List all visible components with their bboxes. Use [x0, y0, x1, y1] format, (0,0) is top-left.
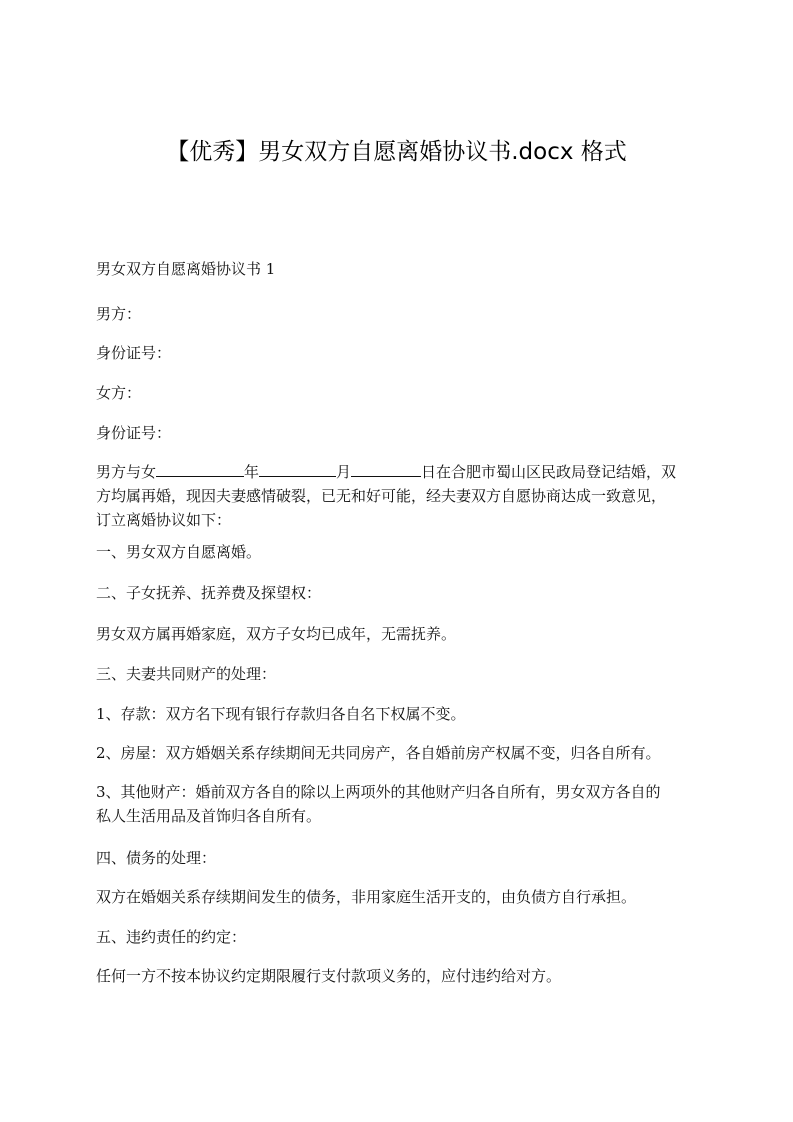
marriage-line-1-rest: 日在合肥市蜀山区民政局登记结婚，双	[421, 463, 677, 481]
other-property-line-1: 3、其他财产：婚前双方各自的除以上两项外的其他财产归各自所有，男女双方各自的	[96, 783, 661, 801]
blank-line-field	[156, 460, 244, 477]
document-title: 【优秀】男女双方自愿离婚协议书.docx 格式	[166, 139, 627, 165]
marriage-line-2: 方均属再婚，现因夫妻感情破裂，已无和好可能，经夫妻双方自愿协商达成一致意见，	[96, 487, 667, 505]
blank-line-field	[351, 460, 421, 477]
clause-1: 一、男女双方自愿离婚。	[96, 543, 262, 561]
marriage-line-1	[96, 460, 702, 484]
clause-3-deposits: 1、存款：双方名下现有银行存款归各自名下权属不变。	[96, 705, 466, 723]
clause-5-text: 任何一方不按本协议约定期限履行支付款项义务的，应付违约给对方。	[96, 967, 562, 985]
male-id-label: 身份证号：	[96, 344, 172, 362]
clause-2-heading: 二、子女抚养、抚养费及探望权：	[96, 584, 322, 602]
clause-5-heading: 五、违约责任的约定：	[96, 928, 247, 946]
female-id-label: 身份证号：	[96, 424, 172, 442]
agreement-subtitle: 男女双方自愿离婚协议书 1	[96, 260, 276, 278]
clause-4-heading: 四、债务的处理：	[96, 849, 217, 867]
clause-3-housing: 2、房屋：双方婚姻关系存续期间无共同房产，各自婚前房产权属不变，归各自所有。	[96, 744, 661, 762]
marriage-paragraph	[96, 460, 702, 532]
clause-3-other-property	[96, 780, 702, 828]
marriage-prefix: 男方与女	[96, 463, 157, 481]
month-label: 月	[336, 463, 352, 481]
blank-line-field	[259, 460, 336, 477]
marriage-line-3: 订立离婚协议如下：	[96, 511, 232, 529]
year-label: 年	[244, 463, 260, 481]
female-party-label: 女方：	[96, 384, 142, 402]
male-party-label: 男方：	[96, 305, 142, 323]
other-property-line-2: 私人生活用品及首饰归各自所有。	[96, 807, 322, 825]
clause-4-text: 双方在婚姻关系存续期间发生的债务，非用家庭生活开支的，由负债方自行承担。	[96, 888, 637, 906]
clause-3-heading: 三、夫妻共同财产的处理：	[96, 665, 277, 683]
clause-2-text: 男女双方属再婚家庭，双方子女均已成年，无需抚养。	[96, 625, 457, 643]
